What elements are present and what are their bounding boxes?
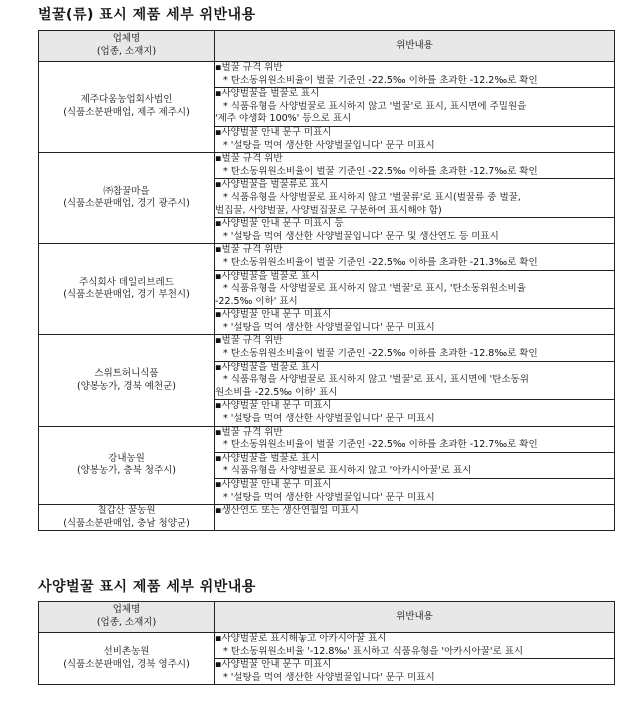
violation-item: ▪사양벌꿀 안내 문구 미표시: [215, 309, 332, 321]
company-name: 선비촌농원: [103, 646, 150, 658]
company-name: ㈜참꿀마을: [103, 185, 150, 197]
violation-item: ▪사양벌꿀을 벌꿀로 표시: [215, 452, 320, 464]
violation-detail: * '설탕을 먹여 생산한 사양벌꿀입니다' 문구 미표시: [223, 491, 435, 503]
company-cell: [39, 633, 215, 685]
company-header-line: 업체명: [112, 604, 141, 616]
company-header-line: (업종, 소재지): [96, 617, 157, 628]
violation-detail: * 식품유형을 사양벌꿀로 표시하지 않고 '아카시아꿀'로 표시: [223, 465, 472, 477]
violation-item: ▪벌꿀 규격 위반: [215, 244, 283, 256]
company-name: 제주다움농업회사법인: [80, 94, 173, 106]
violation-item: ▪생산연도 또는 생산연월일 미표시: [215, 505, 359, 517]
violation-item: ▪사양벌꿀을 벌꿀로 표시: [215, 270, 320, 282]
violation-item: ▪벌꿀 규격 위반: [215, 153, 283, 165]
table-row: [39, 62, 615, 88]
violation-detail: * 탄소동위원소비율 '-12.8‰' 표시하고 식품유형을 '아카시아꿀'로 표시: [223, 645, 524, 657]
company-cell: [39, 153, 215, 244]
violation-header: 위반내용: [215, 602, 615, 633]
table-row: [39, 505, 615, 531]
company-name: 칠갑산 꿀농원: [97, 505, 156, 517]
violation-header: 위반내용: [215, 31, 615, 62]
table-header-row: [39, 31, 615, 62]
company-name: 스위트허니식품: [94, 367, 159, 379]
violation-detail: 원소비율 -22.5‰ 이하' 표시: [215, 386, 338, 398]
violation-detail: * '설탕을 먹여 생산한 사양벌꿀입니다' 문구 미표시: [223, 413, 435, 425]
violation-detail: * 식품유형을 사양벌꿀로 표시하지 않고 '벌꿀'로 표시, 표시면에 주밀원을: [223, 100, 527, 112]
company-name: 주식회사 데일리브레드: [79, 276, 174, 288]
violation-detail: * '설탕을 먹여 생산한 사양벌꿀입니다' 문구 미표시: [223, 139, 435, 151]
violation-cell: [215, 126, 615, 152]
company-header-line: 업체명: [112, 33, 141, 45]
violation-item: ▪벌꿀 규격 위반: [215, 335, 283, 347]
violation-detail: * 식품유형을 사양벌꿀로 표시하지 않고 '벌꿀류'로 표시(벌꿀류 중 벌꿀,: [223, 191, 521, 203]
table-row: [39, 335, 615, 361]
violation-cell: [215, 361, 615, 400]
company-header-line: (업종, 소재지): [96, 46, 157, 57]
violation-item: ▪벌꿀 규격 위반: [215, 426, 283, 438]
violation-item: ▪벌꿀 규격 위반: [215, 62, 283, 73]
violation-cell: [215, 270, 615, 309]
violation-detail: * 탄소동위원소비율이 벌꿀 기준인 -22.5‰ 이하를 초과한 -12.7‰로 확인: [223, 165, 538, 177]
company-info: (양봉농가, 경북 예천군): [76, 380, 177, 392]
violation-item: ▪사양벌꿀 안내 문구 미표시: [215, 126, 332, 138]
violation-detail: * 식품유형을 사양벌꿀로 표시하지 않고 '벌꿀'로 표시, 표시면에 '탄소동위: [223, 374, 529, 386]
violation-cell: [215, 153, 615, 179]
company-info: (식품소분판매업, 경기 광주시): [63, 198, 190, 210]
company-header: [39, 31, 215, 62]
violation-item: ▪사양벌꿀로 표시해놓고 아카시아꿀 표시: [215, 633, 387, 644]
company-cell: [39, 505, 215, 531]
violation-detail: * 탄소동위원소비율이 벌꿀 기준인 -22.5‰ 이하를 초과한 -12.2‰로 확인: [223, 74, 538, 86]
violation-detail: 벌집꿀, 사양벌꿀, 사양벌집꿀로 구분하여 표시해야 함): [215, 204, 442, 216]
company-info: (식품소분판매업, 경북 영주시): [63, 658, 190, 670]
violation-cell: [215, 426, 615, 452]
violation-cell: [215, 88, 615, 127]
company-name: 강내농원: [108, 452, 145, 464]
violation-cell: [215, 179, 615, 218]
violation-detail: * '설탕을 먹여 생산한 사양벌꿀입니다' 문구 및 생산연도 등 미표시: [223, 230, 499, 242]
company-info: (식품소분판매업, 경기 부천시): [63, 289, 190, 301]
violation-detail: * '설탕을 먹여 생산한 사양벌꿀입니다' 문구 미표시: [223, 671, 435, 683]
violation-cell: [215, 62, 615, 88]
violation-detail: * 탄소동위원소비율이 벌꿀 기준인 -22.5‰ 이하를 초과한 -12.7‰로 확인: [223, 439, 538, 451]
table-header-row: [39, 602, 615, 633]
violation-item: ▪사양벌꿀 안내 문구 미표시: [215, 479, 332, 490]
violation-detail: * 탄소동위원소비율이 벌꿀 기준인 -22.5‰ 이하를 초과한 -12.8‰로 확인: [223, 348, 538, 360]
table-row: [39, 244, 615, 270]
violation-detail: * 탄소동위원소비율이 벌꿀 기준인 -22.5‰ 이하를 초과한 -21.3‰로 확인: [223, 256, 538, 268]
section-title-sugar-fed-honey: 사양벌꿀 표시 제품 세부 위반내용: [38, 579, 256, 595]
violation-cell: [215, 400, 615, 426]
company-cell: [39, 244, 215, 335]
violation-item: ▪사양벌꿀 안내 문구 미표시 등: [215, 218, 344, 230]
violation-item: ▪사양벌꿀 안내 문구 미표시: [215, 659, 332, 671]
company-info: (식품소분판매업, 충남 청양군): [63, 517, 190, 529]
violation-cell: [215, 505, 615, 531]
violation-cell: [215, 452, 615, 478]
violation-detail: '제주 야생화 100%' 등으로 표시: [215, 113, 352, 125]
violation-item: ▪사양벌꿀 안내 문구 미표시: [215, 400, 332, 412]
company-header: [39, 602, 215, 633]
violation-cell: [215, 479, 615, 505]
table-row: [39, 153, 615, 179]
violation-cell: [215, 244, 615, 270]
violation-cell: [215, 218, 615, 244]
company-info: (양봉농가, 충북 청주시): [76, 465, 177, 477]
violation-item: ▪사양벌꿀을 벌꿀류로 표시: [215, 179, 329, 191]
company-cell: [39, 335, 215, 426]
violation-detail: * 식품유형을 사양벌꿀로 표시하지 않고 '벌꿀'로 표시, '탄소동위원소비율: [223, 283, 526, 295]
violation-cell: [215, 309, 615, 335]
section-title-honey: 벌꿀(류) 표시 제품 세부 위반내용: [38, 7, 256, 23]
violation-item: ▪사양벌꿀을 벌꿀로 표시: [215, 361, 320, 373]
company-info: (식품소분판매업, 제주 제주시): [63, 107, 190, 119]
violation-cell: [215, 659, 615, 685]
violation-detail: -22.5‰ 이하' 표시: [215, 295, 298, 307]
violation-cell: [215, 335, 615, 361]
violation-cell: [215, 633, 615, 659]
company-cell: [39, 426, 215, 505]
table-row: [39, 633, 615, 659]
sugar-fed-honey-violation-table: [38, 601, 615, 685]
honey-violation-table: [38, 30, 615, 531]
table-row: [39, 426, 615, 452]
violation-detail: * '설탕을 먹여 생산한 사양벌꿀입니다' 문구 미표시: [223, 321, 435, 333]
company-cell: [39, 62, 215, 153]
violation-item: ▪사양벌꿀을 벌꿀로 표시: [215, 88, 320, 100]
